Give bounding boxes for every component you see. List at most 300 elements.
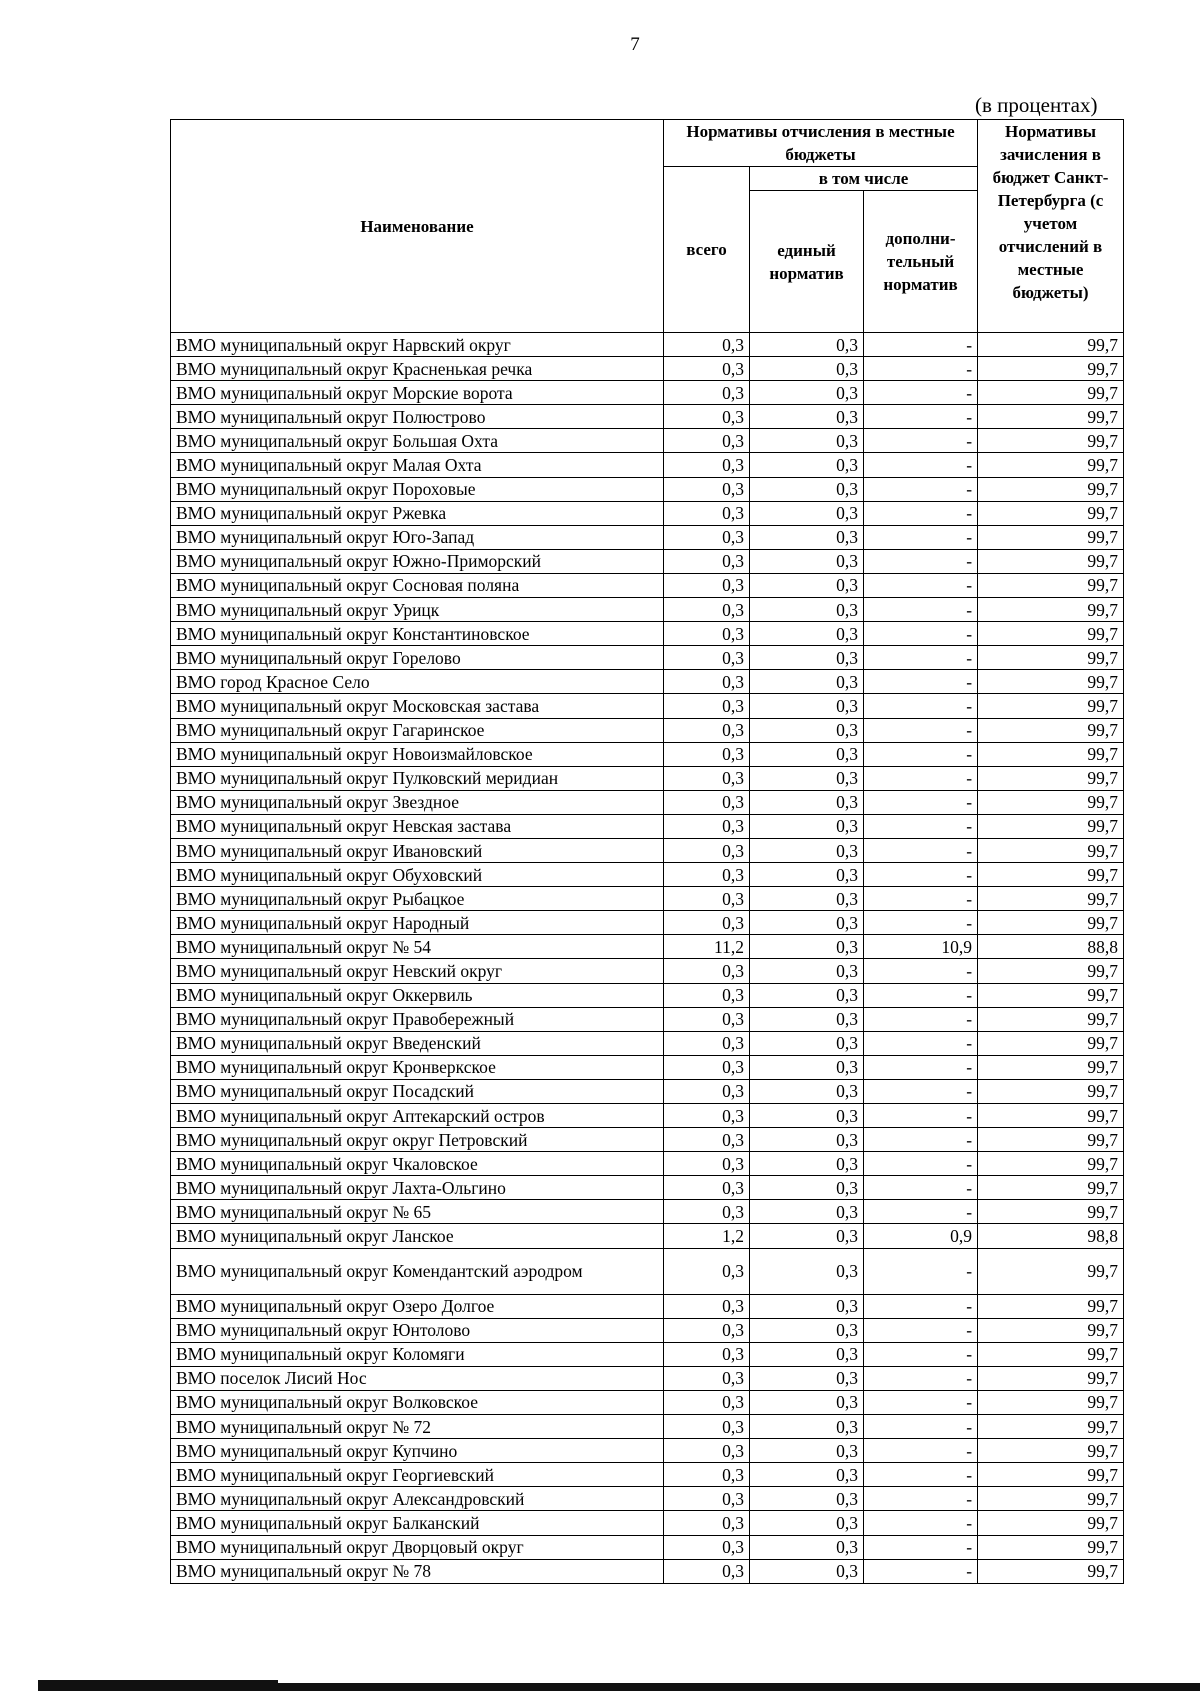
cell-single: 0,3 [750,1463,864,1487]
header-additional: дополни-тельный норматив [864,191,978,333]
cell-total: 0,3 [664,1176,750,1200]
cell-credit: 99,7 [978,1535,1124,1559]
cell-single: 0,3 [750,911,864,935]
header-name: Наименование [171,120,664,333]
cell-total: 0,3 [664,357,750,381]
cell-credit: 99,7 [978,742,1124,766]
table-row [171,983,1124,1007]
cell-credit: 99,7 [978,1200,1124,1224]
cell-total: 0,3 [664,887,750,911]
cell-credit: 99,7 [978,911,1124,935]
table-row [171,1104,1124,1128]
header-total: всего [664,167,750,333]
cell-total: 0,3 [664,1128,750,1152]
cell-single: 0,3 [750,863,864,887]
cell-total: 0,3 [664,1294,750,1318]
table-row [171,935,1124,959]
cell-additional: - [864,742,978,766]
cell-name: ВМО муниципальный округ Купчино [171,1439,664,1463]
cell-total: 0,3 [664,670,750,694]
cell-name: ВМО муниципальный округ Красненькая речка [171,357,664,381]
cell-name: ВМО муниципальный округ Малая Охта [171,453,664,477]
cell-name: ВМО муниципальный округ Кронверкское [171,1055,664,1079]
cell-credit: 99,7 [978,1366,1124,1390]
cell-total: 0,3 [664,694,750,718]
cell-single: 0,3 [750,622,864,646]
cell-single: 0,3 [750,1248,864,1294]
cell-credit: 99,7 [978,357,1124,381]
table-header [171,120,1124,333]
cell-single: 0,3 [750,501,864,525]
table-row [171,1200,1124,1224]
cell-additional: - [864,381,978,405]
cell-single: 0,3 [750,838,864,862]
cell-additional: - [864,453,978,477]
cell-total: 0,3 [664,1104,750,1128]
table-row [171,1463,1124,1487]
cell-additional: - [864,1439,978,1463]
cell-total: 0,3 [664,838,750,862]
cell-name: ВМО муниципальный округ Дворцовый округ [171,1535,664,1559]
table-row [171,718,1124,742]
cell-single: 0,3 [750,1415,864,1439]
cell-additional: - [864,525,978,549]
cell-additional: - [864,622,978,646]
table-row [171,1415,1124,1439]
cell-additional: - [864,1079,978,1103]
table-row [171,453,1124,477]
norms-table [170,119,1124,1584]
cell-total: 0,3 [664,501,750,525]
cell-credit: 99,7 [978,766,1124,790]
table-row [171,1366,1124,1390]
cell-additional: - [864,598,978,622]
cell-credit: 99,7 [978,983,1124,1007]
cell-total: 0,3 [664,1342,750,1366]
cell-single: 0,3 [750,1439,864,1463]
header-including: в том числе [750,167,978,191]
table-row [171,622,1124,646]
cell-credit: 99,7 [978,863,1124,887]
cell-credit: 99,7 [978,790,1124,814]
cell-total: 0,3 [664,959,750,983]
table-row [171,1248,1124,1294]
cell-single: 0,3 [750,1390,864,1414]
cell-total: 0,3 [664,477,750,501]
table-row [171,1487,1124,1511]
cell-total: 0,3 [664,1439,750,1463]
cell-single: 0,3 [750,477,864,501]
table-row [171,1128,1124,1152]
cell-total: 0,3 [664,718,750,742]
cell-single: 0,3 [750,1366,864,1390]
cell-name: ВМО муниципальный округ Пулковский меридиан [171,766,664,790]
table-row [171,766,1124,790]
cell-additional: - [864,1366,978,1390]
cell-credit: 99,7 [978,1390,1124,1414]
table-row [171,694,1124,718]
cell-single: 0,3 [750,1152,864,1176]
cell-name: ВМО муниципальный округ Александровский [171,1487,664,1511]
cell-name: ВМО муниципальный округ Константиновское [171,622,664,646]
table-row [171,1342,1124,1366]
cell-name: ВМО муниципальный округ № 65 [171,1200,664,1224]
table-row [171,381,1124,405]
cell-credit: 99,7 [978,1128,1124,1152]
cell-additional: - [864,790,978,814]
cell-credit: 99,7 [978,1415,1124,1439]
cell-credit: 99,7 [978,1079,1124,1103]
cell-additional: - [864,1248,978,1294]
cell-name: ВМО муниципальный округ Сосновая поляна [171,573,664,597]
cell-total: 0,3 [664,1200,750,1224]
cell-name: ВМО муниципальный округ Рыбацкое [171,887,664,911]
cell-name: ВМО муниципальный округ Юго-Запад [171,525,664,549]
cell-credit: 88,8 [978,935,1124,959]
cell-single: 0,3 [750,766,864,790]
cell-total: 0,3 [664,1007,750,1031]
header-credit: Нормативы зачисления в бюджет Санкт-Петербурга (с учетом отчислений в местные бюджеты) [978,120,1124,333]
cell-name: ВМО муниципальный округ Нарвский округ [171,333,664,357]
cell-name: ВМО муниципальный округ Правобережный [171,1007,664,1031]
cell-additional: - [864,863,978,887]
cell-credit: 99,7 [978,694,1124,718]
cell-credit: 99,7 [978,1104,1124,1128]
cell-total: 0,3 [664,598,750,622]
cell-total: 0,3 [664,1055,750,1079]
cell-total: 0,3 [664,766,750,790]
cell-credit: 99,7 [978,814,1124,838]
cell-total: 0,3 [664,525,750,549]
cell-single: 0,3 [750,646,864,670]
table-row [171,525,1124,549]
cell-additional: - [864,1511,978,1535]
cell-name: ВМО муниципальный округ Пороховые [171,477,664,501]
cell-credit: 99,7 [978,1559,1124,1583]
cell-name: ВМО муниципальный округ № 54 [171,935,664,959]
cell-name: ВМО муниципальный округ Посадский [171,1079,664,1103]
cell-additional: - [864,477,978,501]
table-row [171,887,1124,911]
cell-total: 0,3 [664,1366,750,1390]
footer-rule [38,1683,1200,1691]
cell-credit: 99,7 [978,959,1124,983]
cell-single: 0,3 [750,742,864,766]
table-row [171,1176,1124,1200]
cell-credit: 99,7 [978,453,1124,477]
cell-additional: - [864,718,978,742]
cell-total: 0,3 [664,983,750,1007]
cell-credit: 99,7 [978,525,1124,549]
cell-single: 0,3 [750,1559,864,1583]
cell-credit: 99,7 [978,477,1124,501]
cell-single: 0,3 [750,959,864,983]
cell-credit: 99,7 [978,622,1124,646]
cell-single: 0,3 [750,935,864,959]
cell-total: 0,3 [664,549,750,573]
table-row [171,814,1124,838]
cell-total: 0,3 [664,1079,750,1103]
cell-additional: - [864,1055,978,1079]
cell-credit: 99,7 [978,1318,1124,1342]
cell-single: 0,3 [750,790,864,814]
page-number: 7 [630,34,640,55]
cell-additional: - [864,1390,978,1414]
cell-additional: 10,9 [864,935,978,959]
cell-credit: 99,7 [978,646,1124,670]
cell-name: ВМО муниципальный округ Озеро Долгое [171,1294,664,1318]
table-row [171,1535,1124,1559]
table-row [171,1318,1124,1342]
cell-credit: 99,7 [978,501,1124,525]
cell-single: 0,3 [750,1007,864,1031]
cell-additional: - [864,887,978,911]
cell-total: 0,3 [664,1463,750,1487]
cell-single: 0,3 [750,814,864,838]
cell-additional: - [864,1559,978,1583]
table-row [171,477,1124,501]
cell-additional: - [864,573,978,597]
cell-name: ВМО муниципальный округ Новоизмайловское [171,742,664,766]
cell-name: ВМО муниципальный округ Комендантский аэродром [171,1248,664,1294]
cell-single: 0,3 [750,1128,864,1152]
cell-name: ВМО муниципальный округ Невская застава [171,814,664,838]
cell-single: 0,3 [750,1176,864,1200]
cell-total: 0,3 [664,622,750,646]
cell-credit: 98,8 [978,1224,1124,1248]
table-row [171,1390,1124,1414]
table-row [171,742,1124,766]
cell-single: 0,3 [750,1342,864,1366]
cell-credit: 99,7 [978,429,1124,453]
table-row [171,1294,1124,1318]
cell-credit: 99,7 [978,1176,1124,1200]
cell-credit: 99,7 [978,1439,1124,1463]
cell-name: ВМО муниципальный округ Ланское [171,1224,664,1248]
cell-additional: - [864,405,978,429]
cell-single: 0,3 [750,1055,864,1079]
cell-credit: 99,7 [978,549,1124,573]
table-row [171,1559,1124,1583]
table-row [171,598,1124,622]
cell-name: ВМО муниципальный округ № 72 [171,1415,664,1439]
cell-additional: - [864,814,978,838]
cell-total: 0,3 [664,1535,750,1559]
cell-total: 0,3 [664,742,750,766]
cell-name: ВМО муниципальный округ Горелово [171,646,664,670]
cell-total: 0,3 [664,1031,750,1055]
cell-single: 0,3 [750,1104,864,1128]
cell-additional: - [864,1487,978,1511]
cell-single: 0,3 [750,1200,864,1224]
cell-additional: - [864,357,978,381]
cell-total: 0,3 [664,333,750,357]
table-row [171,646,1124,670]
table-body [171,333,1124,1584]
cell-name: ВМО муниципальный округ Волковское [171,1390,664,1414]
cell-name: ВМО муниципальный округ Большая Охта [171,429,664,453]
cell-single: 0,3 [750,1224,864,1248]
cell-total: 0,3 [664,1152,750,1176]
cell-single: 0,3 [750,549,864,573]
cell-single: 0,3 [750,694,864,718]
cell-total: 0,3 [664,790,750,814]
table-row [171,670,1124,694]
table-row [171,1439,1124,1463]
cell-total: 0,3 [664,381,750,405]
cell-additional: - [864,1294,978,1318]
cell-total: 0,3 [664,1487,750,1511]
cell-name: ВМО муниципальный округ Ржевка [171,501,664,525]
cell-name: ВМО муниципальный округ Урицк [171,598,664,622]
cell-additional: - [864,1463,978,1487]
cell-name: ВМО муниципальный округ Балканский [171,1511,664,1535]
cell-total: 0,3 [664,1248,750,1294]
cell-credit: 99,7 [978,573,1124,597]
cell-name: ВМО муниципальный округ Морские ворота [171,381,664,405]
cell-total: 0,3 [664,911,750,935]
cell-credit: 99,7 [978,1152,1124,1176]
cell-total: 0,3 [664,1390,750,1414]
cell-additional: - [864,333,978,357]
cell-single: 0,3 [750,333,864,357]
cell-single: 0,3 [750,670,864,694]
cell-single: 0,3 [750,1511,864,1535]
cell-credit: 99,7 [978,1511,1124,1535]
cell-name: ВМО муниципальный округ Невский округ [171,959,664,983]
table-row [171,1079,1124,1103]
cell-total: 0,3 [664,453,750,477]
cell-credit: 99,7 [978,598,1124,622]
table-row [171,573,1124,597]
cell-credit: 99,7 [978,1031,1124,1055]
cell-total: 0,3 [664,429,750,453]
cell-additional: - [864,549,978,573]
cell-credit: 99,7 [978,1487,1124,1511]
cell-single: 0,3 [750,357,864,381]
cell-additional: - [864,670,978,694]
table-row [171,405,1124,429]
table-row [171,863,1124,887]
cell-credit: 99,7 [978,1342,1124,1366]
cell-additional: - [864,766,978,790]
cell-additional: - [864,959,978,983]
cell-total: 0,3 [664,1511,750,1535]
cell-name: ВМО поселок Лисий Нос [171,1366,664,1390]
cell-single: 0,3 [750,573,864,597]
cell-name: ВМО муниципальный округ Полюстрово [171,405,664,429]
cell-credit: 99,7 [978,405,1124,429]
cell-name: ВМО муниципальный округ Коломяги [171,1342,664,1366]
table-row [171,1007,1124,1031]
cell-single: 0,3 [750,381,864,405]
cell-total: 0,3 [664,1318,750,1342]
cell-name: ВМО муниципальный округ Аптекарский остров [171,1104,664,1128]
table-row [171,1152,1124,1176]
cell-credit: 99,7 [978,1055,1124,1079]
table-row [171,1511,1124,1535]
cell-credit: 99,7 [978,887,1124,911]
cell-additional: - [864,1535,978,1559]
cell-additional: - [864,1200,978,1224]
cell-additional: - [864,1128,978,1152]
cell-single: 0,3 [750,405,864,429]
cell-additional: - [864,983,978,1007]
cell-name: ВМО муниципальный округ округ Петровский [171,1128,664,1152]
cell-additional: - [864,501,978,525]
cell-name: ВМО муниципальный округ № 78 [171,1559,664,1583]
cell-credit: 99,7 [978,1007,1124,1031]
cell-additional: - [864,1007,978,1031]
cell-total: 0,3 [664,1415,750,1439]
cell-credit: 99,7 [978,1463,1124,1487]
cell-credit: 99,7 [978,718,1124,742]
cell-name: ВМО муниципальный округ Звездное [171,790,664,814]
cell-name: ВМО муниципальный округ Оккервиль [171,983,664,1007]
cell-additional: - [864,694,978,718]
table-row [171,959,1124,983]
cell-single: 0,3 [750,1535,864,1559]
cell-additional: - [864,911,978,935]
cell-total: 1,2 [664,1224,750,1248]
table-row [171,838,1124,862]
cell-single: 0,3 [750,429,864,453]
cell-single: 0,3 [750,983,864,1007]
cell-single: 0,3 [750,1487,864,1511]
cell-name: ВМО муниципальный округ Георгиевский [171,1463,664,1487]
cell-name: ВМО муниципальный округ Ивановский [171,838,664,862]
cell-credit: 99,7 [978,1294,1124,1318]
cell-additional: - [864,1176,978,1200]
cell-additional: - [864,1104,978,1128]
unit-note: (в процентах) [975,93,1098,117]
table-row [171,357,1124,381]
cell-single: 0,3 [750,1031,864,1055]
cell-additional: - [864,429,978,453]
cell-credit: 99,7 [978,381,1124,405]
cell-credit: 99,7 [978,670,1124,694]
table-row [171,1224,1124,1248]
cell-name: ВМО муниципальный округ Обуховский [171,863,664,887]
cell-name: ВМО муниципальный округ Юнтолово [171,1318,664,1342]
cell-additional: - [864,838,978,862]
cell-single: 0,3 [750,1294,864,1318]
cell-total: 0,3 [664,573,750,597]
cell-name: ВМО муниципальный округ Московская застава [171,694,664,718]
table-row [171,790,1124,814]
cell-name: ВМО город Красное Село [171,670,664,694]
table-row [171,429,1124,453]
cell-credit: 99,7 [978,838,1124,862]
cell-total: 11,2 [664,935,750,959]
cell-additional: - [864,1318,978,1342]
cell-single: 0,3 [750,1318,864,1342]
header-deductions-group: Нормативы отчисления в местные бюджеты [664,120,978,167]
table-row [171,911,1124,935]
cell-name: ВМО муниципальный округ Введенский [171,1031,664,1055]
table-row [171,1055,1124,1079]
table-row [171,501,1124,525]
cell-name: ВМО муниципальный округ Южно-Приморский [171,549,664,573]
table-row [171,549,1124,573]
header-single: единый норматив [750,191,864,333]
table-row [171,1031,1124,1055]
cell-total: 0,3 [664,1559,750,1583]
cell-total: 0,3 [664,646,750,670]
cell-credit: 99,7 [978,1248,1124,1294]
cell-total: 0,3 [664,814,750,838]
cell-total: 0,3 [664,863,750,887]
